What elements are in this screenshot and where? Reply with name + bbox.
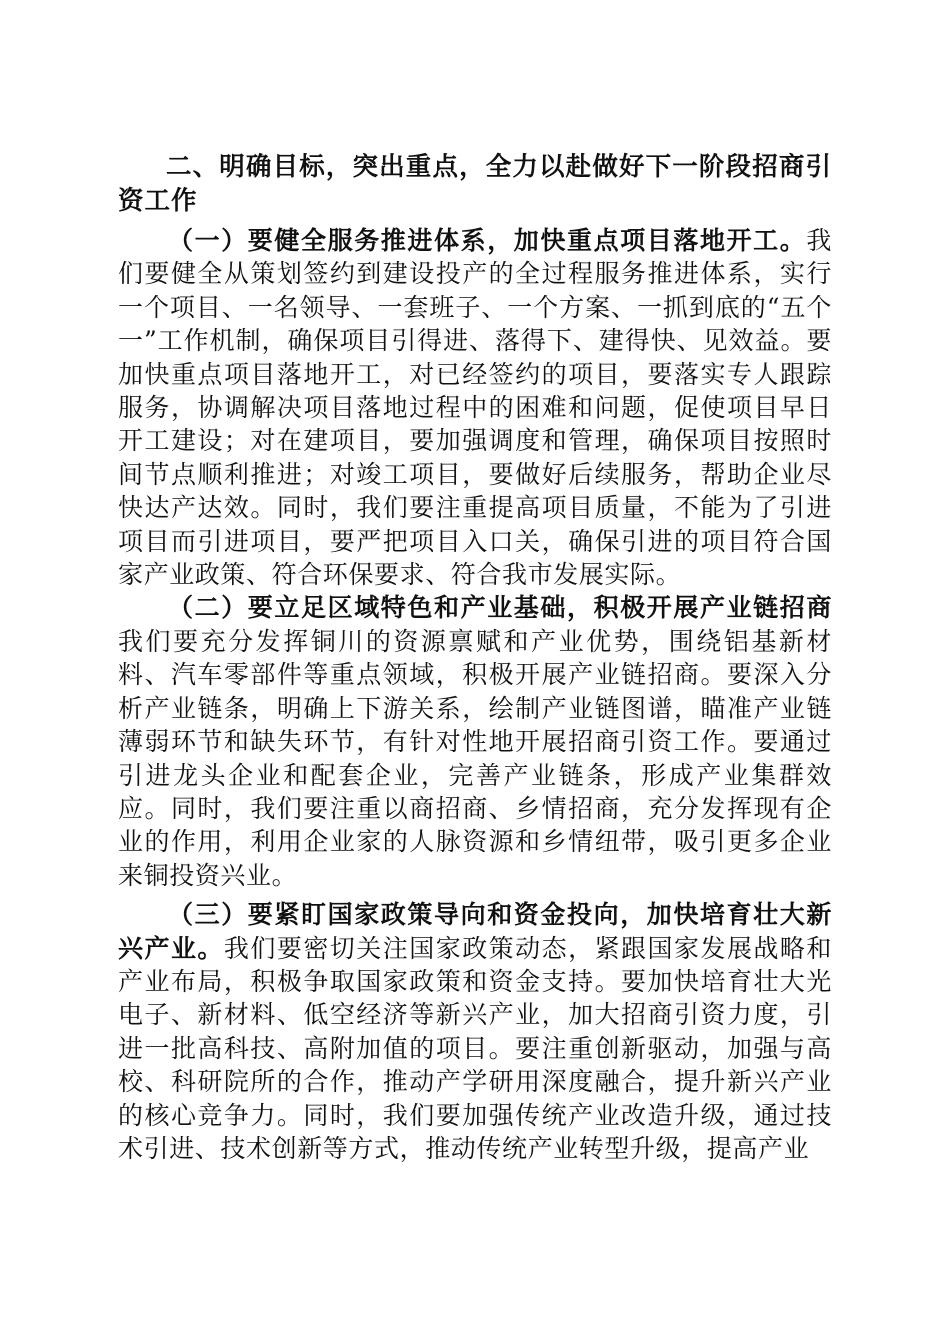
paragraph-2 <box>118 591 832 892</box>
paragraph-1 <box>118 224 832 591</box>
paragraph-1-body: 我们要健全从策划签约到建设投产的全过程服务推进体系，实行一个项目、一名领导、一套班子、一个方案、一抓到底的“五个一”工作机制，确保项目引得进、落得下、建得快、见效益。要加快重点项目落地开工，对已经签约的项目，要落实专人跟踪服务，协调解决项目落地过程中的困难和问题，促使项目早日开工建设；对在建项目，要加强调度和管理，确保项目按照时间节点顺利推进；对竣工项目，要做好后续服务，帮助企业尽快达产达效。同时，我们要注重提高项目质量，不能为了引进项目而引进项目，要严把项目入口关，确保引进的项目符合国家产业政策、符合环保要求、符合我市发展实际。 <box>118 226 832 590</box>
section-heading: 二、明确目标，突出重点，全力以赴做好下一阶段招商引资工作 <box>118 152 832 216</box>
paragraph-3-body: 我们要密切关注国家政策动态，紧跟国家发展战略和产业布局，积极争取国家政策和资金支持。要加快培育壮大光电子、新材料、低空经济等新兴产业，加大招商引资力度，引进一批高科技、高附加值的项目。要注重创新驱动，加强与高校、科研院所的合作，推动产学研用深度融合，提升新兴产业的核心竞争力。同时，我们要加强传统产业改造升级，通过技术引进、技术创新等方式，推动传统产业转型升级，提高产业 <box>118 933 832 1163</box>
paragraph-2-lead: （二）要立足区域特色和产业基础，积极开展产业链招商 <box>168 593 832 623</box>
paragraph-1-lead: （一）要健全服务推进体系，加快重点项目落地开工。 <box>168 226 807 255</box>
document-page <box>118 150 832 1165</box>
paragraph-3 <box>118 898 832 1165</box>
paragraph-2-body: 我们要充分发挥铜川的资源禀赋和产业优势，围绕铝基新材料、汽车零部件等重点领域，积极开展产业链招商。要深入分析产业链条，明确上下游关系，绘制产业链图谱，瞄准产业链薄弱环节和缺失环节，有针对性地开展招商引资工作。要通过引进龙头企业和配套企业，完善产业链条，形成产业集群效应。同时，我们要注重以商招商、乡情招商，充分发挥现有企业的作用，利用企业家的人脉资源和乡情纽带，吸引更多企业来铜投资兴业。 <box>118 626 832 890</box>
paragraph-3-lead: （三）要紧盯国家政策导向和资金投向，加快培育壮大新兴产业。 <box>118 900 832 963</box>
